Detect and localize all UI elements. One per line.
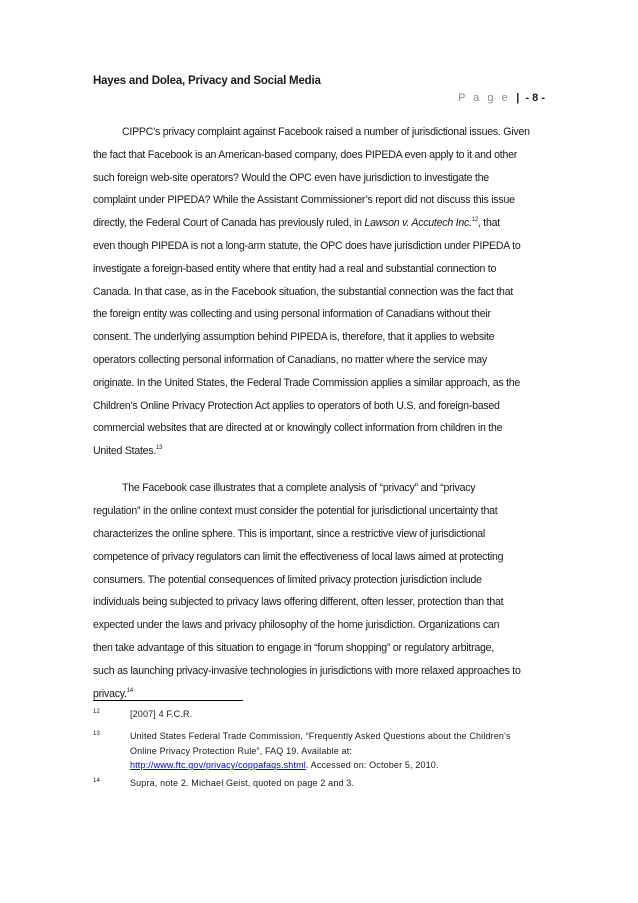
text-line: characterizes the online sphere. This is important, since a restrictive view of jurisdictional: [93, 528, 485, 541]
footnote-number: 12: [93, 709, 100, 715]
text-fragment: privacy.: [93, 687, 127, 700]
text-line: commercial websites that are directed at or knowingly collect information from children in the: [93, 422, 503, 435]
text-fragment: United States.: [93, 445, 157, 458]
footnote-text: [130, 776, 538, 791]
footnote-12: [93, 707, 538, 722]
footnote-ref-12[interactable]: 12: [471, 217, 478, 224]
text-line: The Facebook case illustrates that a complete analysis of “privacy” and “privacy: [122, 482, 476, 495]
text-line: the fact that Facebook is an American-based company, does PIPEDA even apply to it and other: [93, 148, 518, 161]
footnote-ref-13[interactable]: 13: [156, 445, 163, 452]
text-line: the foreign entity was collecting and using personal information of Canadians without their: [93, 308, 491, 321]
footnote-13: [93, 729, 538, 773]
text-line: even though PIPEDA is not a long-arm statute, the OPC does have jurisdiction under PIPEDA to: [93, 239, 521, 252]
text-line: regulation” in the online context must consider the potential for jurisdictional uncertainty that: [93, 505, 498, 518]
footnote-text: [130, 729, 538, 773]
text-line: expected under the laws and privacy philosophy of the home jurisdiction. Organizations can: [93, 619, 500, 632]
text-line: Canada. In that case, as in the Facebook situation, the substantial connection was the fact that: [93, 285, 514, 298]
text-fragment: . Accessed on: October 5, 2010.: [305, 760, 439, 770]
text-line: complaint under PIPEDA? While the Assistant Commissioner’s report did not discuss this issue: [93, 194, 515, 207]
footnote-14: [93, 776, 538, 791]
text-line: such as launching privacy-invasive technologies in jurisdictions with more relaxed approaches to: [93, 664, 521, 677]
text-line: [93, 440, 546, 463]
text-fragment: directly, the Federal Court of Canada has previously ruled, in: [93, 217, 365, 230]
text-line: CIPPC’s privacy complaint against Facebook raised a number of jurisdictional issues. Given: [122, 126, 530, 138]
body-text: [93, 121, 546, 705]
text-line: then take advantage of this situation to engage in “forum shopping” or regulatory arbitrage,: [93, 642, 495, 655]
paragraph-jurisdiction: [93, 121, 546, 463]
text-line: investigate a foreign-based entity where that entity had a real and substantial connection to: [93, 262, 497, 275]
footnote-line: [130, 758, 538, 773]
case-name: Lawson v. Accutech Inc.: [364, 217, 472, 230]
text-line: individuals being subjected to privacy laws offering different, often lesser, protection than that: [93, 596, 504, 609]
running-header-title: Hayes and Dolea, Privacy and Social Media: [93, 75, 321, 87]
page-number: - 8 -: [525, 92, 545, 104]
paragraph-analysis: [93, 477, 546, 705]
footnote-text: [130, 707, 538, 722]
text-line: competence of privacy regulators can limit the effectiveness of local laws aimed at protecting: [93, 550, 504, 563]
text-line: originate. In the United States, the Federal Trade Commission applies a similar approach, as the: [93, 376, 521, 389]
footnote-line: United States Federal Trade Commission, “Frequently Asked Questions about the Children's: [130, 731, 511, 741]
text-line: [93, 683, 546, 706]
text-line: such foreign web-site operators? Would the OPC even have jurisdiction to investigate the: [93, 171, 489, 184]
footnote-line: Online Privacy Protection Rule”, FAQ 19. Available at:: [130, 745, 353, 756]
text-fragment: , that: [477, 217, 500, 230]
page-number-header: [458, 92, 545, 104]
footnote-number: 13: [93, 731, 100, 737]
text-line: Children’s Online Privacy Protection Act applies to operators of both U.S. and foreign-based: [93, 399, 500, 412]
text-line: consumers. The potential consequences of limited privacy protection jurisdiction include: [93, 573, 482, 586]
footnote-line: Supra, note 2. Michael Geist, quoted on page 2 and 3.: [130, 778, 355, 788]
text-line: [93, 212, 546, 235]
page-label: P a g e: [458, 92, 511, 104]
text-line: consent. The underlying assumption behind PIPEDA is, therefore, that it applies to website: [93, 331, 495, 344]
footnote-ref-14[interactable]: 14: [126, 687, 133, 694]
footnote-separator: [93, 700, 243, 701]
text-line: operators collecting personal information of Canadians, no matter where the service may: [93, 353, 487, 366]
footnote-line: [2007] 4 F.C.R.: [130, 709, 193, 719]
page-separator: |: [516, 92, 520, 104]
footnote-number: 14: [93, 778, 100, 784]
coppa-faq-link[interactable]: http://www.ftc.gov/privacy/coppafaqs.shtml: [130, 760, 306, 770]
